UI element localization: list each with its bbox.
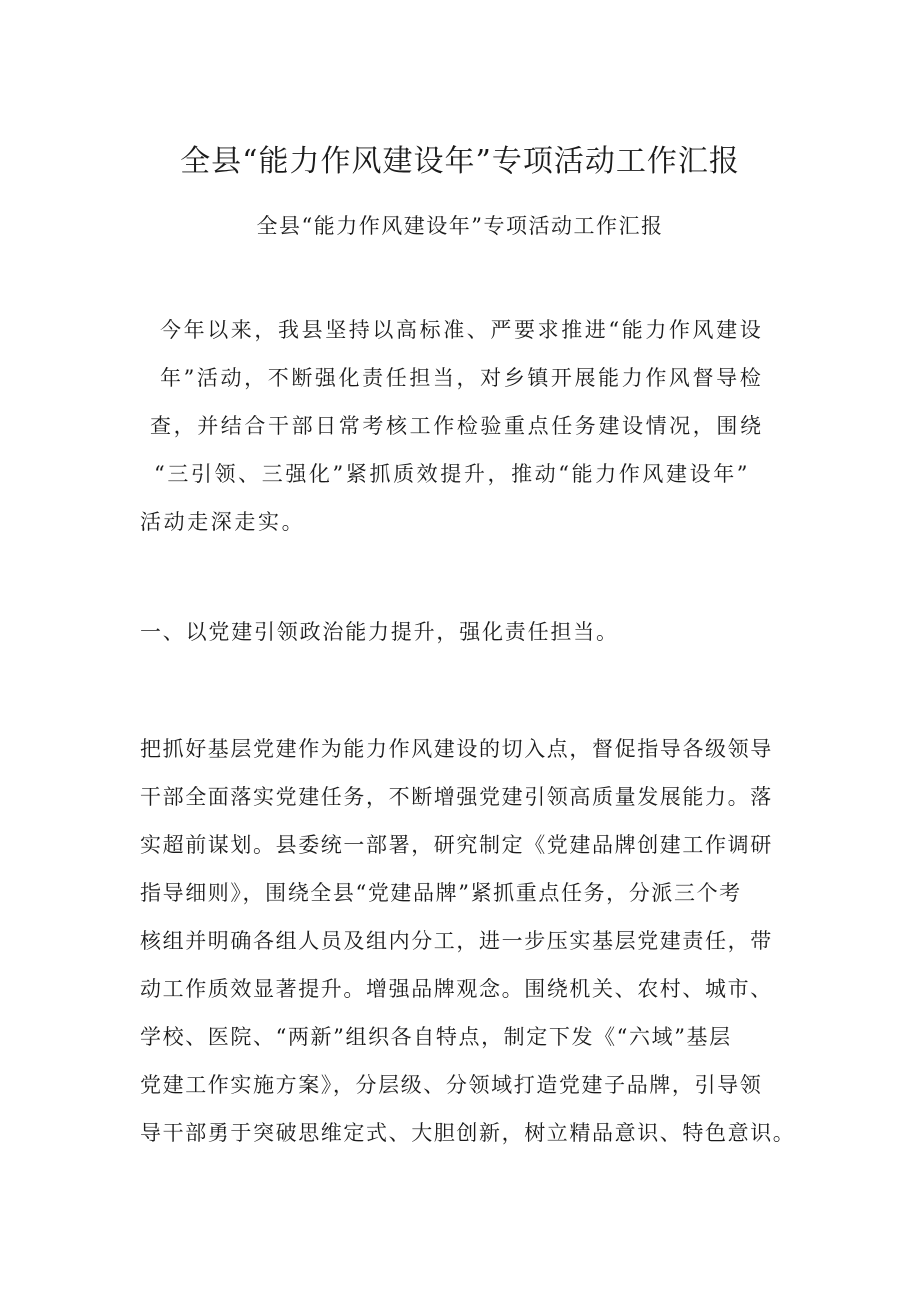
intro-line: 今年以来，我县坚持以高标准、严要求推进“能力作风建设: [160, 318, 764, 342]
intro-line: 活动走深走实。: [140, 510, 306, 534]
intro-paragraph: [140, 314, 780, 554]
body-line: 指导细则》，围绕全县“党建品牌”紧抓重点任务，分派三个考: [140, 881, 742, 905]
body-line: 导干部勇于突破思维定式、大胆创新，树立精品意识、特色意识。: [140, 1121, 796, 1145]
body-line: 动工作质效显著提升。增强品牌观念。围绕机关、农村、城市、: [140, 977, 773, 1001]
body-line: 核组并明确各组人员及组内分工，进一步压实基层党建责任，带: [140, 929, 773, 953]
body-line: 党建工作实施方案》，分层级、分领域打造党建子品牌，引导领: [140, 1073, 763, 1097]
body-line: 把抓好基层党建作为能力作风建设的切入点，督促指导各级领导: [140, 737, 773, 761]
body-line: 实超前谋划。县委统一部署，研究制定《党建品牌创建工作调研: [140, 833, 773, 857]
body-line: 学校、医院、“两新”组织各自特点，制定下发《“六域”基层: [140, 1025, 732, 1049]
document-title: 全县“能力作风建设年”专项活动工作汇报: [180, 144, 740, 179]
intro-line: “三引领、三强化”紧抓质效提升，推动“能力作风建设年”: [154, 462, 751, 486]
intro-line: 年”活动，不断强化责任担当，对乡镇开展能力作风督导检: [160, 366, 764, 390]
body-paragraph: [140, 733, 800, 1165]
section-heading: 一、以党建引领政治能力提升，强化责任担当。: [140, 620, 619, 644]
body-line: 干部全面落实党建任务，不断增强党建引领高质量发展能力。落: [140, 785, 773, 809]
document-subtitle: 全县“能力作风建设年”专项活动工作汇报: [256, 214, 664, 238]
intro-line: 查，并结合干部日常考核工作检验重点任务建设情况，围绕: [150, 414, 764, 438]
